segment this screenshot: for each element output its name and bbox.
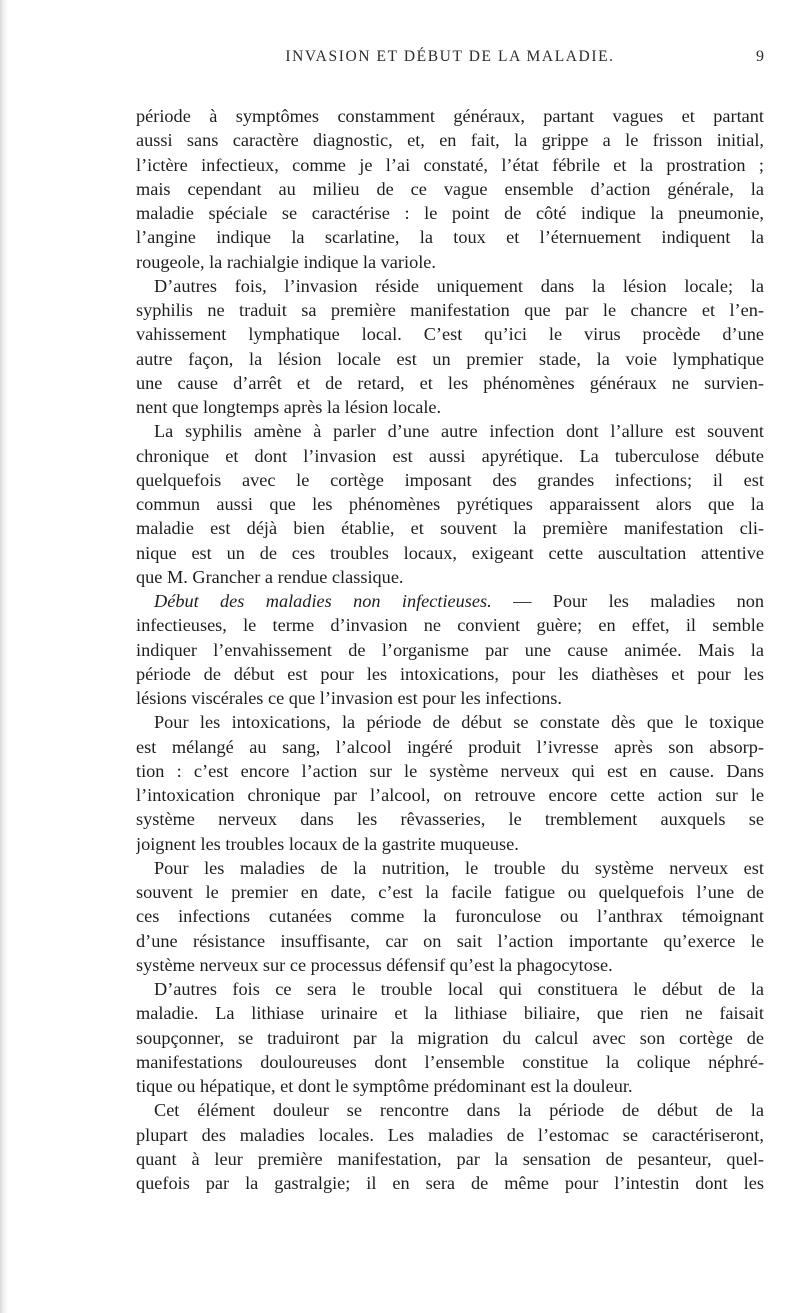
text-line: l’ictère infectieux, comme je l’ai constaté, l’état fébrile et la prostration ;	[136, 154, 764, 175]
text-line: quefois par la gastralgie; il en sera de même pour l’intestin dont les	[136, 1173, 764, 1193]
text-line: syphilis ne traduit sa première manifestation que par le chancre et l’en-	[136, 300, 764, 320]
text-line: l’intoxication chronique par l’alcool, on retrouve encore cette action sur le	[136, 785, 764, 805]
text-line: souvent le premier en date, c’est la facile fatigue ou quelquefois l’une de	[136, 882, 764, 902]
text-line: une cause d’arrêt et de retard, et les phénomènes généraux ne survien-	[136, 372, 764, 393]
page-number: 9	[756, 48, 764, 65]
text-line: est mélangé au sang, l’alcool ingéré produit l’ivresse après son absorp-	[136, 736, 764, 757]
text-line: quelquefois avec le cortège imposant des grandes infections; il est	[136, 469, 764, 490]
text-line: nique est un de ces troubles locaux, exigeant cette auscultation attentive	[136, 542, 764, 563]
text-line: plupart des maladies locales. Les maladies de l’estomac se caractériseront,	[136, 1124, 764, 1145]
text-line: ces infections cutanées comme la furonculose ou l’anthrax témoignant	[136, 906, 764, 927]
text-line: quant à leur première manifestation, par la sensation de pesanteur, quel-	[136, 1148, 764, 1169]
text-line: lésions viscérales ce que l’invasion est pour les infections.	[136, 688, 562, 708]
body-text	[136, 104, 764, 1195]
text-line: tion : c’est encore l’action sur le système nerveux qui est en cause. Dans	[136, 760, 764, 781]
text-line: commun aussi que les phénomènes pyrétiques apparaissent alors que la	[136, 494, 764, 514]
text-line: D’autres fois ce sera le trouble local qui constituera le début de la	[154, 979, 764, 999]
text-line: d’une résistance insuffisante, car on sait l’action importante qu’exerce le	[136, 930, 764, 951]
text-line: maladie. La lithiase urinaire et la lithiase biliaire, que rien ne faisait	[136, 1003, 764, 1024]
text-line: l’angine indique la scarlatine, la toux et l’éternuement indiquent la	[136, 227, 764, 248]
running-title: INVASION ET DÉBUT DE LA MALADIE.	[285, 48, 615, 65]
text-line: période à symptômes constamment généraux, partant vagues et partant	[136, 106, 764, 126]
text-line: mais cependant au milieu de ce vague ensemble d’action générale, la	[136, 178, 764, 199]
text-line: indiquer l’envahissement de l’organisme par une cause animée. Mais la	[136, 639, 764, 660]
text-line: Cet élément douleur se rencontre dans la période de début de la	[154, 1100, 764, 1121]
text-line: maladie est déjà bien établie, et souvent la première manifestation cli-	[136, 518, 764, 539]
text-line: La syphilis amène à parler d’une autre infection dont l’allure est souvent	[154, 421, 764, 442]
text-line: manifestations douloureuses dont l’ensemble constitue la colique néphré-	[136, 1051, 764, 1072]
text-line: Pour les intoxications, la période de début se constate dès que le toxique	[154, 712, 764, 733]
text-line: aussi sans caractère diagnostic, et, en fait, la grippe a le frisson initial,	[136, 130, 764, 151]
text-line: Pour les maladies de la nutrition, le trouble du système nerveux est	[154, 857, 764, 878]
text-line: vahissement lymphatique local. C’est qu’ici le virus procède d’une	[136, 324, 764, 345]
text-line: autre façon, la lésion locale est un premier stade, la voie lymphatique	[136, 348, 764, 369]
section-heading-line	[136, 589, 764, 613]
text-line: chronique et dont l’invasion est aussi apyrétique. La tuberculose débute	[136, 445, 764, 466]
page-edge	[0, 0, 8, 1313]
text-line: infectieuses, le terme d’invasion ne convient guère; en effet, il semble	[136, 615, 764, 636]
text-line: que M. Grancher a rendue classique.	[136, 566, 404, 587]
text-line: système nerveux sur ce processus défensif qu’est la phagocytose.	[136, 954, 613, 975]
section-heading: Début des maladies non infectieuses.	[154, 591, 492, 611]
text-line: D’autres fois, l’invasion réside uniquement dans la lésion locale; la	[154, 275, 764, 296]
text-line: soupçonner, se traduiront par la migration du calcul avec son cortège de	[136, 1027, 764, 1048]
text-line: joignent les troubles locaux de la gastrite muqueuse.	[136, 833, 519, 854]
text-line: période de début est pour les intoxications, pour les diathèses et pour les	[136, 663, 764, 684]
heading-line-text: — Pour les maladies non	[513, 591, 764, 611]
text-line: système nerveux dans les rêvasseries, le tremblement auxquels se	[136, 809, 764, 830]
text-line: maladie spéciale se caractérise : le point de côté indique la pneumonie,	[136, 203, 764, 223]
text-line: tique ou hépatique, et dont le symptôme prédominant est la douleur.	[136, 1076, 633, 1096]
text-line: rougeole, la rachialgie indique la variole.	[136, 251, 436, 272]
running-head	[136, 48, 764, 72]
text-line: nent que longtemps après la lésion locale.	[136, 397, 442, 417]
